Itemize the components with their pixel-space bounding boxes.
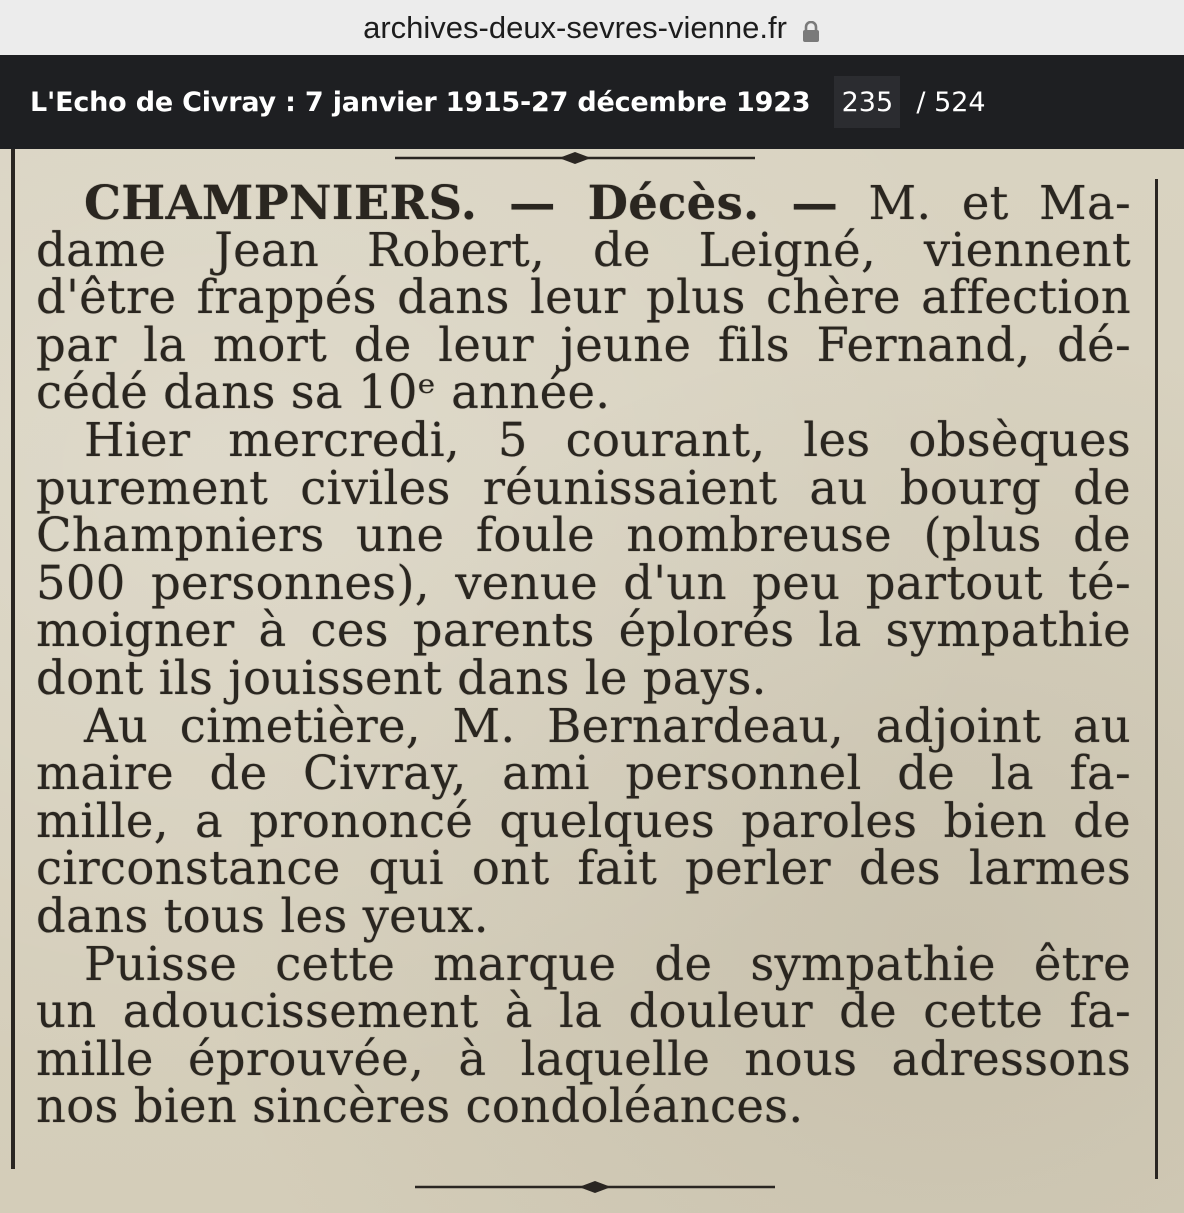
column-rule-left: [11, 149, 15, 1169]
article-line: mille, a prononcé quelques paroles bien de: [36, 793, 1131, 848]
ornament-rule-bottom: [415, 1179, 775, 1195]
article-line: maire de Civray, ami personnel de la fa-: [36, 746, 1131, 801]
page-total: / 524: [916, 86, 986, 118]
article-text: [36, 175, 1131, 1134]
viewer-toolbar: [0, 55, 1184, 149]
article-line: Puisse cette marque de sympathie être: [84, 936, 1131, 991]
article-line: Au cimetière, M. Bernardeau, adjoint au: [84, 698, 1131, 753]
article-line-text: M. et Ma-: [868, 176, 1131, 230]
article-line: purement civiles réunissaient au bourg de: [36, 460, 1131, 515]
url-text[interactable]: archives-deux-sevres-vienne.fr: [363, 9, 787, 45]
page-number-input[interactable]: 235: [834, 76, 900, 128]
article-line: dame Jean Robert, de Leigné, viennent: [36, 222, 1131, 277]
article-line: Champniers une foule nombreuse (plus de: [36, 508, 1131, 563]
article-line: mille éprouvée, à laquelle nous adressons: [36, 1031, 1131, 1086]
article-line: par la mort de leur jeune fils Fernand, dé-: [36, 317, 1131, 372]
article-line: dans tous les yeux.: [36, 888, 489, 943]
article-heading: CHAMPNIERS. — Décès. —: [84, 175, 839, 230]
article-line: moigner à ces parents éplorés la sympathie: [36, 603, 1131, 658]
article-line: 500 personnes), venue d'un peu partout té-: [36, 555, 1131, 610]
column-rule-right: [1155, 179, 1158, 1179]
document-title: L'Echo de Civray : 7 janvier 1915-27 décembre 1923: [30, 86, 811, 118]
browser-url-bar[interactable]: [0, 0, 1184, 55]
article-line: nos bien sincères condoléances.: [36, 1079, 804, 1134]
ornament-rule-top: [395, 149, 755, 165]
article-line: un adoucissement à la douleur de cette fa-: [36, 984, 1131, 1039]
article-line: Hier mercredi, 5 courant, les obsèques: [84, 412, 1131, 467]
scanned-page: [0, 149, 1184, 1213]
article-line: dont ils jouissent dans le pays.: [36, 650, 767, 705]
article-line: cédé dans sa 10ᵉ année.: [36, 365, 611, 420]
article-line: [36, 175, 1131, 230]
article-line: circonstance qui ont fait perler des larmes: [36, 841, 1131, 896]
lock-icon: [801, 15, 821, 37]
article-line: d'être frappés dans leur plus chère affection: [36, 270, 1131, 325]
